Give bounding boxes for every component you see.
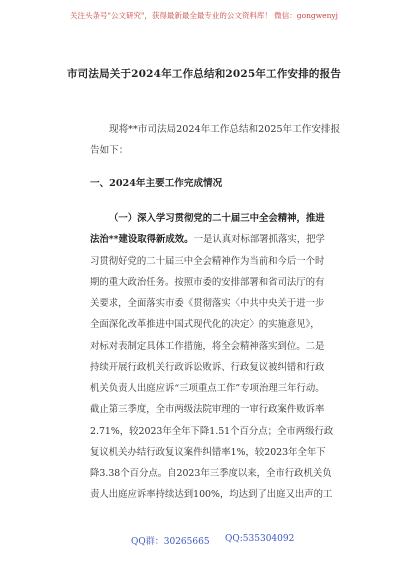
body-line (90, 293, 352, 314)
intro-line-2: 告如下： (90, 145, 129, 156)
body-line (90, 378, 352, 399)
body-text: 全面深化改革推进中国式现代化的决定〉的实施意见》， (90, 319, 320, 331)
footer-contact (0, 534, 408, 548)
body-text: 责人出庭应诉率持续达到100%，均达到了出庭又出声的工 (90, 489, 333, 501)
body-text: 关要求，全面落实市委《贯彻落实〈中共中央关于进一步 (90, 298, 325, 309)
body-line (90, 357, 352, 378)
body-text: 复议机关办结行政复议案件纠错率1%，较2023年全年下 (90, 446, 326, 458)
body-text: 持续开展行政机关行政诉讼败诉、行政复议被纠错和行政 (90, 361, 325, 373)
intro-line-1: 现将**市司法局2024年工作总结和2025年工作安排报 (109, 124, 341, 135)
body-line (90, 229, 352, 250)
bold-lead-text: （一）深入学习贯彻党的二十届三中全会精神，推进 (109, 213, 325, 224)
body-text: 降3.38个百分点。自2023年三季度以来，全市行政机关负 (90, 468, 332, 479)
body-text: 期的重大政治任务。按照市委的安排部署和省司法厅的有 (90, 276, 325, 288)
promo-banner: 关注头条号"公文研究"，获得最新最全最专业的公文资料库！ 微信：gongwenyj (70, 11, 338, 20)
qq-group-number: QQ群：30265665 (131, 537, 210, 547)
body-text: 一是认真对标部署抓落实，把学 (193, 234, 325, 246)
body-text: 对标对表制定具体工作措施，将全会精神落实到位。二是 (90, 340, 325, 352)
document-title: 市司法局关于2024年工作总结和2025年工作安排的报告 (66, 68, 342, 80)
section-heading: 一、2024年主要工作完成情况 (90, 178, 223, 189)
bold-lead-text: 法治**建设取得新成效。 (90, 234, 194, 246)
body-line (90, 442, 352, 463)
body-paragraph (90, 208, 352, 506)
body-line (90, 314, 352, 335)
body-line (90, 399, 352, 420)
body-line (90, 272, 352, 293)
body-text: 截止第三季度，全市两级法院审理的一审行政案件败诉率 (90, 404, 325, 416)
body-line (90, 421, 352, 442)
body-text: 机关负责人出庭应诉“三项重点工作”专项治理三年行动。 (90, 383, 325, 394)
intro-paragraph (90, 119, 352, 161)
body-line (90, 208, 352, 229)
body-line (90, 484, 352, 505)
qq-contact-number: QQ:535304092 (225, 534, 295, 544)
body-line (90, 463, 352, 484)
body-line (90, 251, 352, 272)
body-text: 习贯彻好党的二十届三中全会精神作为当前和今后一个时 (90, 255, 325, 267)
body-line (90, 336, 352, 357)
body-text: 2.71%，较2023年全年下降1.51个百分点；全市两级行政 (90, 425, 334, 437)
